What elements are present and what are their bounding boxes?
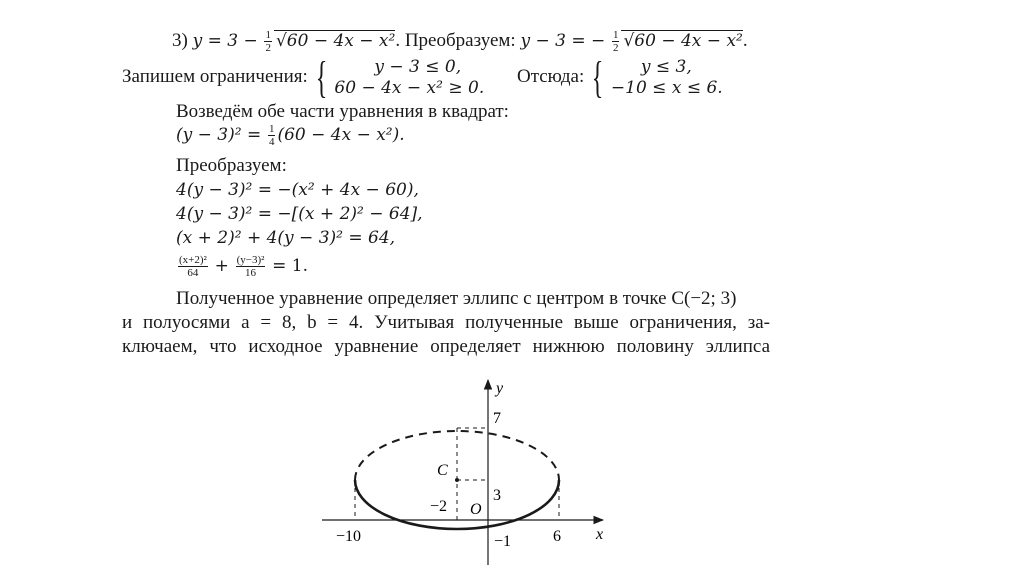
transform-word: . Преобразуем: — [395, 29, 516, 51]
label-center: C — [437, 462, 448, 479]
equation2-sqrt: √60 − 4x − x² — [623, 30, 743, 51]
conclusion-line-3: ключаем, что исходное уравнение определяет нижнюю половину эллипса — [122, 336, 770, 357]
label-3: 3 — [493, 487, 501, 504]
conclusion-line-1: Полученное уравнение определяет эллипс с центром в точке C(−2; 3) — [176, 288, 737, 309]
label-6: 6 — [553, 528, 561, 545]
step-2: 4(y − 3)² = −[(x + 2)² − 64], — [176, 204, 423, 224]
equation-lhs: y = 3 − — [192, 30, 258, 51]
label-neg10: −10 — [336, 528, 362, 545]
quarter-fraction: $\frac{1}{4}$ — [268, 123, 275, 148]
ellipse-upper-half-dashed — [355, 431, 559, 480]
fraction-x: $\frac{\text{(x+2)²}}{64}$ — [179, 254, 207, 280]
label-origin: O — [470, 501, 482, 518]
equation-sqrt: √60 − 4x − x² — [275, 30, 396, 51]
step-1: 4(y − 3)² = −(x² + 4x − 60), — [176, 180, 419, 200]
equation2-lhs: y − 3 = − — [520, 30, 606, 51]
constraints-line — [122, 52, 723, 102]
transform-label: Преобразуем: — [176, 155, 287, 176]
square-text: Возведём обе части уравнения в квадрат: — [176, 101, 509, 122]
squared-equation: (y − 3)² = $\frac{1}{4}$ (60 − 4x − x²). — [176, 123, 405, 148]
label-7: 7 — [493, 410, 501, 427]
left-brace-2: { — [591, 52, 604, 102]
step-3: (x + 2)² + 4(y − 3)² = 64, — [176, 228, 396, 248]
y-axis-label: y — [496, 380, 504, 397]
label-neg2: −2 — [430, 498, 448, 515]
equation-line-1: 3) y = 3 − $\frac{1}{2}$ √60 − 4x − x². Преобразуем: y − 3 = − $\frac{1}{2}$ √60 − 4x − x². — [172, 29, 748, 54]
left-brace: { — [315, 52, 327, 102]
ellipse-lower-half — [355, 480, 559, 529]
x-axis-label: x — [596, 526, 604, 543]
half-fraction: $\frac{1}{2}$ — [265, 29, 271, 54]
problem-number: 3) — [172, 29, 188, 51]
label-neg1: −1 — [494, 533, 512, 550]
fraction-y: $\frac{\text{(y−3)²}}{16}$ — [236, 254, 265, 280]
canonical-equation: $\frac{\text{(x+2)²}}{64}$ + $\frac{\text{(y−3)²}}{16}$ = 1. — [179, 254, 309, 280]
constraint-system: y − 3 ≤ 0, 60 − 4x − x² ≥ 0. — [334, 56, 485, 98]
half-fraction-2: $\frac{1}{2}$ — [612, 29, 619, 54]
center-point — [455, 478, 459, 482]
result-system: y ≤ 3, −10 ≤ x ≤ 6. — [610, 56, 723, 98]
hence-label: Отсюда: — [516, 66, 585, 87]
conclusion-line-2: и полуосями a = 8, b = 4. Учитывая полученные выше ограничения, за- — [122, 312, 770, 333]
constraints-label: Запишем ограничения: — [122, 66, 308, 87]
